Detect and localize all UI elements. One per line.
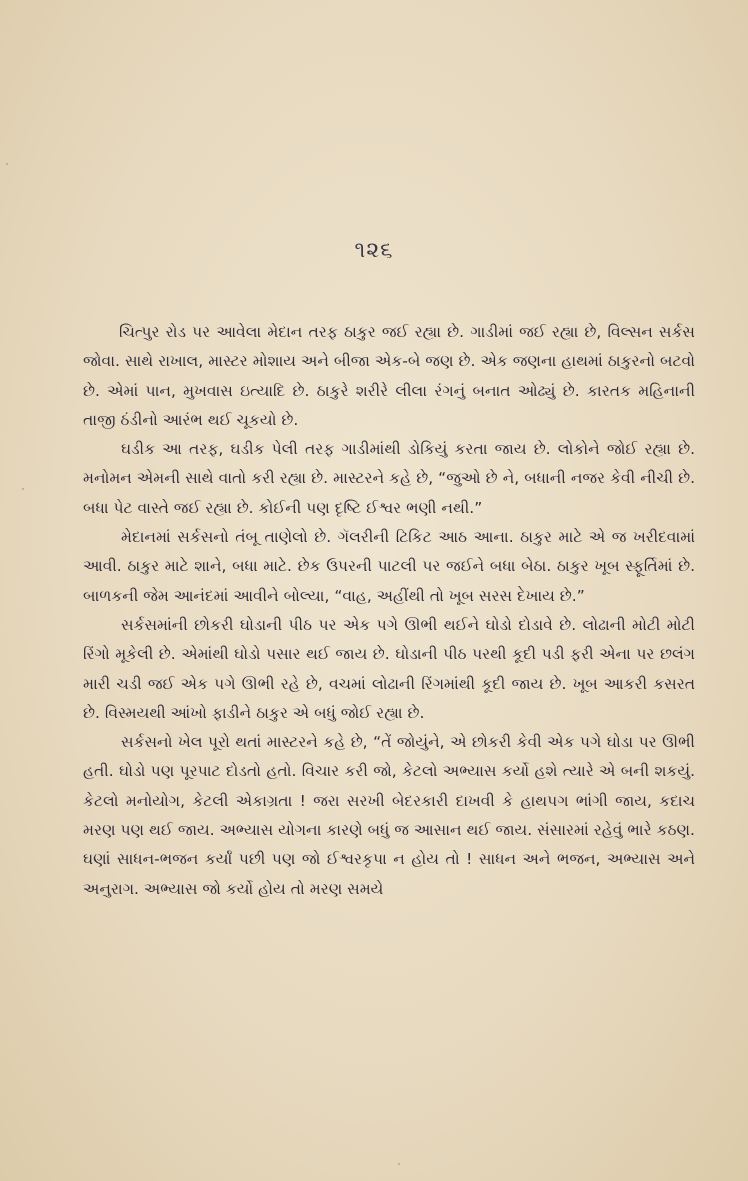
paragraph-2: ઘડીક આ તરફ, ઘડીક પેલી તરફ ગાડીમાંથી ડોકિયું કરતા જાય છે. લોકોને જોઈ રહ્યા છે. મનોમન એમની સાથે વાતો કરી રહ્યા છે. માસ્ટરને કહે છે, “જુઓ છે ને, બધાની નજર કેવી નીચી છે. બધા પેટ વાસ્તે જઈ રહ્યા છે. કોઈની પણ દૃષ્ટિ ઈશ્વર ભણી નથી.”: [83, 440, 695, 517]
body-text: [83, 318, 695, 904]
paper-speck: [6, 163, 8, 165]
paragraph-4: સર્કસમાંની છોકરી ઘોડાની પીઠ પર એક પગે ઊભી થઈને ઘોડો દોડાવે છે. લોઢાની મોટી મોટી રિંગો મૂકેલી છે. એમાંથી ઘોડો પસાર થઈ જાય છે. ઘોડાની પીઠ પરથી કૂદી પડી ફરી એના પર છલંગ મારી ચડી જઈ એક પગે ઊભી રહે છે, વચમાં લોઢાની રિંગમાંથી કૂદી જાય છે. ખૂબ આકરી કસરત છે. વિસ્મયથી આંખો ફાડીને ઠાકુર એ બધું જોઈ રહ્યા છે.: [83, 615, 695, 722]
paper-speck: [22, 488, 24, 490]
paragraph-3: મેદાનમાં સર્કસનો તંબૂ તાણેલો છે. ગૅલરીની ટિકિટ આઠ આના. ઠાકુર માટે એ જ ખરીદવામાં આવી. ઠાકુર માટે શાને, બધા માટે. છેક ઉપરની પાટલી પર જઈને બધા બેઠા. ઠાકુર ખૂબ સ્ફૂર્તિમાં છે. બાળકની જેમ આનંદમાં આવીને બોલ્યા, “વાહ, અહીંથી તો ખૂબ સરસ દેખાય છે.”: [83, 528, 695, 605]
paragraph-5: સર્કસનો ખેલ પૂરો થતાં માસ્ટરને કહે છે, “તેં જોયુંને, એ છોકરી કેવી એક પગે ઘોડા પર ઊભી હતી. ઘોડો પણ પૂરપાટ દોડતો હતો. વિચાર કરી જો, કેટલો અભ્યાસ કર્યો હશે ત્યારે એ બની શકયું. કેટલો મનોયોગ, કેટલી એકાગ્રતા ! જરા સરખી બેદરકારી દાખવી કે હાથપગ ભાંગી જાય, કદાચ મરણ પણ થઈ જાય. અભ્યાસ યોગના કારણે બધું જ આસાન થઈ જાય. સંસારમાં રહેવું ભારે કઠણ. ઘણાં સાધન-ભજન કર્યાં પછી પણ જો ઈશ્વરકૃપા ન હોય તો ! સાધન અને ભજન, અભ્યાસ અને અનુરાગ. અભ્યાસ જો કર્યો હોય તો મરણ સમયે: [83, 733, 695, 898]
paper-speck: [398, 1163, 400, 1165]
paragraph-1: ચિત્પુર રોડ પર આવેલા મેદાન તરફ ઠાકુર જઈ રહ્યા છે. ગાડીમાં જઈ રહ્યા છે, વિલ્સન સર્કસ જોવા. સાથે રાખાલ, માસ્ટર મોશાય અને બીજા એક-બે જણ છે. એક જણના હાથમાં ઠાકુરનો બટવો છે. એમાં પાન, મુખવાસ ઇત્યાદિ છે. ઠાકુરે શરીરે લીલા રંગનું બનાત ઓઢ્યું છે. કારતક મહિનાની તાજી ઠંડીનો આરંભ થઈ ચૂકયો છે.: [83, 323, 695, 429]
page-number: ૧૨૬: [354, 238, 394, 263]
